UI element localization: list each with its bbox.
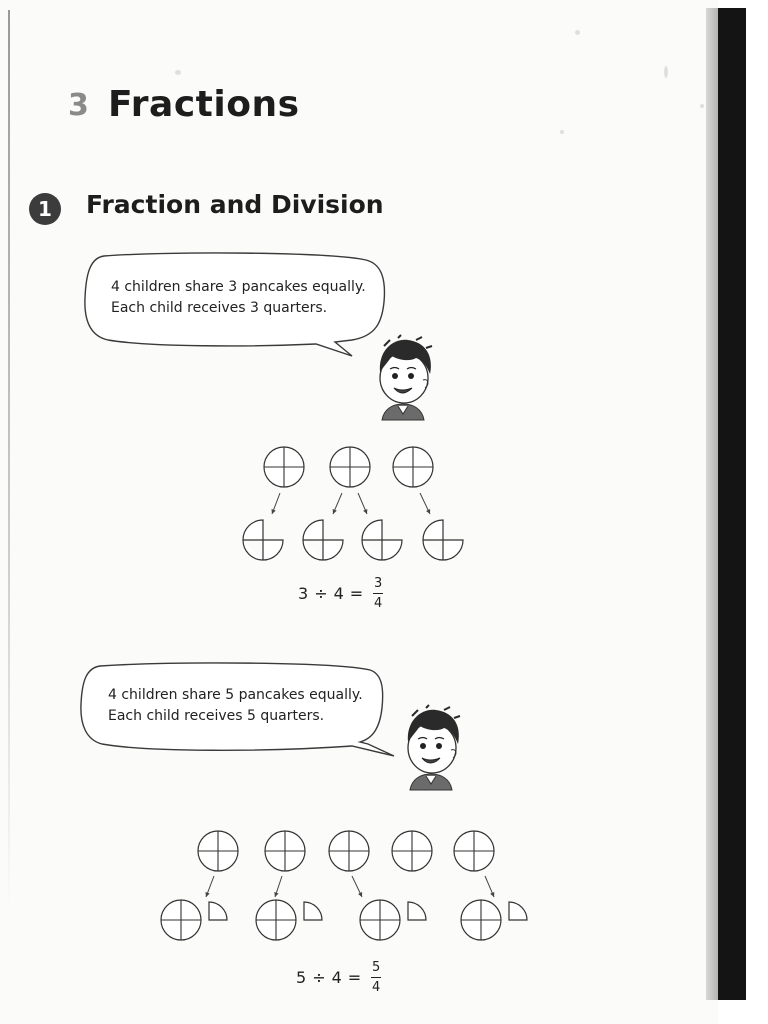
arrow	[352, 876, 362, 897]
section-number-badge: 1	[29, 193, 61, 225]
equation-2-fraction	[371, 960, 381, 995]
equation-2-numerator: 5	[372, 960, 381, 975]
arrow	[205, 876, 214, 897]
page-edge-shadow	[706, 8, 718, 1000]
whole-pancake	[360, 900, 400, 940]
arrow	[274, 876, 282, 897]
equation-1-numerator: 3	[374, 576, 383, 591]
quarter-pancake	[209, 902, 227, 920]
fraction-bar	[371, 977, 381, 978]
bubble-2-line-2: Each child receives 5 quarters.	[108, 708, 325, 724]
equation-2	[296, 960, 381, 995]
equation-1-denominator: 4	[374, 596, 383, 611]
whole-pancake	[392, 831, 432, 871]
whole-pancake	[256, 900, 296, 940]
equation-1-dividend: 3	[298, 584, 309, 603]
section-title: Fraction and Division	[86, 190, 384, 219]
whole-pancake	[161, 900, 201, 940]
scanner-background	[718, 8, 746, 1000]
equation-2-dividend: 5	[296, 968, 307, 987]
whole-pancake	[454, 831, 494, 871]
bubble-1-line-1: 4 children share 3 pancakes equally.	[111, 279, 366, 295]
equation-1-equals: =	[349, 584, 364, 603]
whole-pancake	[461, 900, 501, 940]
equation-1-divisor: 4	[333, 584, 344, 603]
bubble-1-line-2: Each child receives 3 quarters.	[111, 300, 328, 316]
chapter-number: 3	[68, 88, 89, 123]
whole-pancake	[198, 831, 238, 871]
quarter-pancake	[509, 902, 527, 920]
equation-2-divisor: 4	[331, 968, 342, 987]
equation-2-denominator: 4	[372, 980, 381, 995]
bubble-2-line-1: 4 children share 5 pancakes equally.	[108, 687, 363, 703]
chapter-title: Fractions	[108, 84, 300, 125]
whole-pancake	[329, 831, 369, 871]
equation-2-divide-sign: ÷	[312, 968, 326, 987]
quarter-pancake	[408, 902, 426, 920]
whole-pancake	[265, 831, 305, 871]
equation-1-divide-sign: ÷	[314, 584, 328, 603]
arrow	[485, 876, 494, 897]
quarter-pancake	[304, 902, 322, 920]
equation-2-equals: =	[347, 968, 362, 987]
